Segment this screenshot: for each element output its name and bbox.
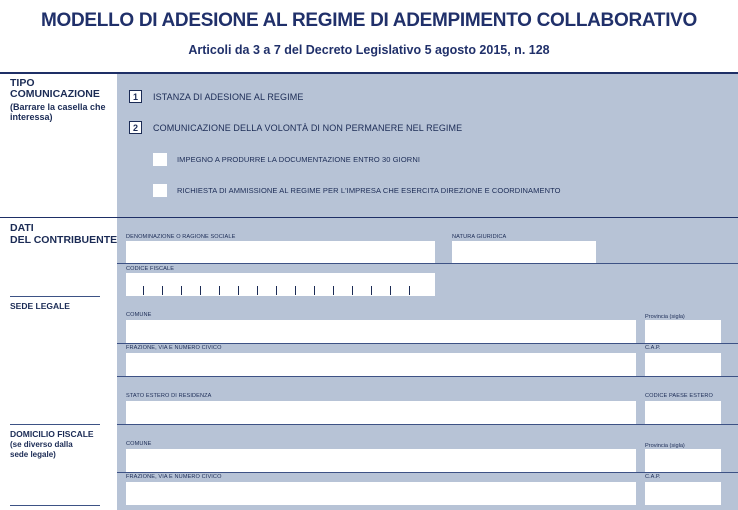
domicilio-frazione-label: FRAZIONE, VIA E NUMERO CIVICO bbox=[126, 474, 222, 480]
cf-digit-separator bbox=[219, 286, 220, 295]
sede-frazione-field[interactable] bbox=[126, 353, 636, 376]
option-istanza-label: ISTANZA DI ADESIONE AL REGIME bbox=[153, 92, 304, 102]
cf-digit-separator bbox=[200, 286, 201, 295]
sede-codice-paese-field[interactable] bbox=[645, 401, 721, 424]
domicilio-cap-field[interactable] bbox=[645, 482, 721, 505]
sede-comune-label: COMUNE bbox=[126, 312, 152, 318]
tipo-section-title: TIPO COMUNICAZIONE bbox=[10, 77, 100, 100]
cf-digit-separator bbox=[409, 286, 410, 295]
cf-digit-separator bbox=[390, 286, 391, 295]
dati-section-title-line1: DATI bbox=[10, 222, 34, 234]
cf-digit-separator bbox=[276, 286, 277, 295]
row-divider bbox=[117, 424, 738, 425]
checkbox-impegno[interactable] bbox=[153, 153, 167, 166]
dati-section-title-line2: DEL CONTRIBUENTE bbox=[10, 234, 118, 246]
domicilio-fiscale-note: (se diverso dalla sede legale) bbox=[10, 440, 73, 459]
domicilio-comune-field[interactable] bbox=[126, 449, 636, 472]
sede-codice-paese-label: CODICE PAESE ESTERO bbox=[645, 393, 714, 399]
ammissione-label: RICHIESTA DI AMMISSIONE AL REGIME PER L'IMPRESA CHE ESERCITA DIREZIONE E COORDINAMENTO bbox=[177, 186, 561, 195]
sede-provincia-field[interactable] bbox=[645, 320, 721, 343]
option-2-number: 2 bbox=[129, 121, 142, 134]
codice-fiscale-label: CODICE FISCALE bbox=[126, 266, 175, 272]
sede-legale-title: SEDE LEGALE bbox=[10, 301, 70, 311]
domicilio-divider-left bbox=[10, 424, 100, 425]
tipo-section-note: (Barrare la casella che interessa) bbox=[10, 102, 106, 122]
cf-digit-separator bbox=[333, 286, 334, 295]
cf-digit-separator bbox=[162, 286, 163, 295]
cf-digit-separator bbox=[352, 286, 353, 295]
option-1-number: 1 bbox=[129, 90, 142, 103]
cf-digit-separator bbox=[238, 286, 239, 295]
sede-frazione-label: FRAZIONE, VIA E NUMERO CIVICO bbox=[126, 345, 222, 351]
row-divider bbox=[117, 263, 738, 264]
row-divider bbox=[117, 343, 738, 344]
cf-digit-separator bbox=[314, 286, 315, 295]
cf-digit-separator bbox=[257, 286, 258, 295]
natura-giuridica-field[interactable] bbox=[452, 241, 596, 264]
form-title: MODELLO DI ADESIONE AL REGIME DI ADEMPIMENTO COLLABORATIVO bbox=[40, 10, 698, 31]
bottom-divider-left bbox=[10, 505, 100, 506]
denominazione-label: DENOMINAZIONE O RAGIONE SOCIALE bbox=[126, 234, 236, 240]
cf-digit-separator bbox=[295, 286, 296, 295]
sede-provincia-label: Provincia (sigla) bbox=[645, 314, 685, 320]
domicilio-provincia-label: Provincia (sigla) bbox=[645, 443, 685, 449]
natura-giuridica-label: NATURA GIURIDICA bbox=[452, 234, 507, 240]
domicilio-provincia-field[interactable] bbox=[645, 449, 721, 472]
sede-stato-estero-field[interactable] bbox=[126, 401, 636, 424]
cf-digit-separator bbox=[181, 286, 182, 295]
domicilio-comune-label: COMUNE bbox=[126, 441, 152, 447]
domicilio-cap-label: C.A.P. bbox=[645, 474, 661, 480]
sede-divider-left bbox=[10, 296, 100, 297]
checkbox-ammissione[interactable] bbox=[153, 184, 167, 197]
domicilio-frazione-field[interactable] bbox=[126, 482, 636, 505]
sede-stato-estero-label: STATO ESTERO DI RESIDENZA bbox=[126, 393, 212, 399]
impegno-label: IMPEGNO A PRODURRE LA DOCUMENTAZIONE ENTRO 30 GIORNI bbox=[177, 155, 421, 164]
cf-digit-separator bbox=[143, 286, 144, 295]
cf-digit-separator bbox=[371, 286, 372, 295]
sede-comune-field[interactable] bbox=[126, 320, 636, 343]
option-comunicazione-label: COMUNICAZIONE DELLA VOLONTÀ DI NON PERMANERE NEL REGIME bbox=[153, 123, 463, 133]
codice-fiscale-field[interactable] bbox=[126, 273, 435, 296]
form-subtitle: Articoli da 3 a 7 del Decreto Legislativo 5 agosto 2015, n. 128 bbox=[188, 43, 550, 57]
denominazione-field[interactable] bbox=[126, 241, 435, 264]
row-divider bbox=[117, 472, 738, 473]
domicilio-fiscale-title: DOMICILIO FISCALE bbox=[10, 429, 94, 439]
sede-cap-label: C.A.P. bbox=[645, 345, 661, 351]
row-divider bbox=[117, 376, 738, 377]
sede-cap-field[interactable] bbox=[645, 353, 721, 376]
